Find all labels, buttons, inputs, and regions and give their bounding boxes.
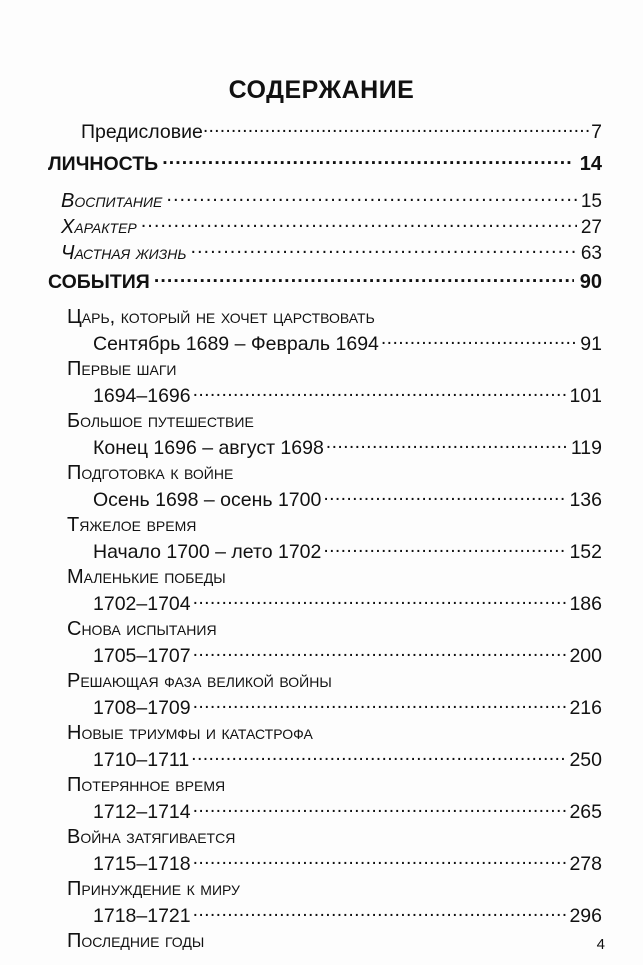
toc-chapter[interactable] (0, 773, 643, 825)
toc-chapter-dates-row[interactable] (93, 486, 602, 513)
toc-part-personality[interactable] (48, 150, 602, 183)
toc-chapter-dates: 1702–1704 (93, 592, 191, 615)
toc-chapter-dates-row[interactable] (93, 798, 602, 825)
dot-leader (193, 642, 567, 662)
toc-chapter-page: 265 (569, 800, 602, 823)
toc-part-label: СОБЫТИЯ (48, 270, 150, 293)
dot-leader (323, 486, 566, 506)
toc-chapter-title: Маленькие победы (67, 566, 226, 588)
page-title: СОДЕРЖАНИЕ (228, 76, 415, 104)
toc-chapter-page: 91 (580, 332, 602, 355)
toc-section-label: Частная жизнь (61, 242, 187, 264)
toc-chapter-list (0, 305, 643, 954)
toc-section-label: Характер (61, 216, 137, 238)
toc-chapter-page: 278 (569, 852, 602, 875)
toc-chapter[interactable] (0, 305, 643, 357)
toc-entry-preface[interactable] (81, 118, 602, 147)
toc-chapter[interactable] (0, 669, 643, 721)
dot-leader (203, 118, 590, 138)
toc-chapter-dates: Начало 1700 – лето 1702 (93, 540, 322, 563)
toc-section-vospitanie[interactable] (61, 187, 602, 213)
toc-chapter-title: Большое путешествие (67, 410, 254, 432)
toc-chapter[interactable] (0, 461, 643, 513)
toc-chapter-title: Снова испытания (67, 618, 217, 640)
toc-chapter-dates-row[interactable] (93, 382, 602, 409)
toc-chapter-page: 136 (569, 488, 602, 511)
toc-section-page: 15 (580, 191, 602, 212)
toc-chapter-page: 152 (569, 540, 602, 563)
toc-chapter-dates: 1718–1721 (93, 904, 191, 927)
toc-chapter-page: 250 (569, 748, 602, 771)
dot-leader (193, 590, 567, 610)
toc-chapter-title: Война затягивается (67, 826, 236, 848)
toc-chapter-dates-row[interactable] (93, 746, 602, 773)
dot-leader (193, 382, 567, 402)
dot-leader (193, 798, 567, 818)
toc-section-page: 27 (580, 217, 602, 238)
toc-section-harakter[interactable] (61, 213, 602, 239)
toc-chapter-dates: 1694–1696 (93, 384, 191, 407)
toc-part-events[interactable] (48, 268, 602, 301)
toc-chapter-dates-row[interactable] (93, 902, 602, 929)
toc-chapter[interactable] (0, 825, 643, 877)
toc-chapter-page: 101 (569, 384, 602, 407)
toc-chapter-dates: 1710–1711 (93, 748, 190, 771)
dot-leader (154, 268, 574, 288)
toc-chapter-dates: 1712–1714 (93, 800, 191, 823)
toc-chapter-page: 200 (569, 644, 602, 667)
dot-leader (323, 538, 566, 558)
toc-list (0, 118, 643, 954)
toc-chapter-title: Потерянное время (67, 774, 226, 796)
toc-chapter-title: Царь, который не хочет царствовать (67, 306, 375, 328)
dot-leader (166, 187, 576, 207)
toc-chapter-dates-row[interactable] (93, 434, 602, 461)
toc-chapter[interactable] (0, 617, 643, 669)
toc-chapter-title: Первые шаги (67, 358, 177, 380)
toc-entry-label: Предисловие (81, 120, 203, 143)
toc-part-page: 90 (579, 270, 602, 293)
dot-leader (193, 902, 567, 922)
toc-chapter-dates-row[interactable] (93, 694, 602, 721)
toc-chapter-dates-row[interactable] (93, 850, 602, 877)
toc-chapter-title: Решающая фаза великой войны (67, 670, 332, 692)
toc-chapter-dates-row[interactable] (93, 642, 602, 669)
toc-chapter-dates: Сентябрь 1689 – Февраль 1694 (93, 332, 379, 355)
toc-chapter-title: Тяжелое время (67, 514, 197, 536)
toc-chapter-dates-row[interactable] (93, 590, 602, 617)
dot-leader (326, 434, 568, 454)
toc-chapter-page: 119 (570, 436, 602, 459)
dot-leader (191, 746, 566, 766)
toc-chapter-dates-row[interactable] (93, 330, 602, 357)
dot-leader (381, 330, 577, 350)
toc-section-chastnaya-zhizn[interactable] (61, 239, 602, 265)
toc-part-label: ЛИЧНОСТЬ (48, 152, 159, 175)
toc-chapter-dates-row[interactable] (93, 538, 602, 565)
dot-leader (162, 150, 574, 170)
toc-section-page: 63 (580, 243, 602, 264)
toc-chapter[interactable] (0, 513, 643, 565)
dot-leader (141, 213, 577, 233)
toc-entry-page: 7 (591, 120, 602, 143)
toc-chapter[interactable] (0, 721, 643, 773)
toc-chapter[interactable] (0, 409, 643, 461)
toc-chapter-dates: 1705–1707 (93, 644, 191, 667)
toc-chapter-dates: 1715–1718 (93, 852, 191, 875)
toc-chapter-page: 186 (569, 592, 602, 615)
dot-leader (193, 850, 567, 870)
dot-leader (190, 239, 576, 259)
toc-chapter[interactable] (0, 565, 643, 617)
toc-chapter-dates: Осень 1698 – осень 1700 (93, 488, 322, 511)
toc-chapter-title: Последние годы (67, 930, 205, 952)
toc-chapter[interactable] (0, 929, 643, 954)
toc-chapter-dates: 1708–1709 (93, 696, 191, 719)
toc-chapter-title: Подготовка к войне (67, 462, 234, 484)
toc-section-label: Воспитание (61, 190, 163, 212)
toc-chapter-title: Новые триумфы и катастрофа (67, 722, 313, 744)
toc-chapter[interactable] (0, 357, 643, 409)
toc-chapter-title: Принуждение к миру (67, 878, 240, 900)
toc-part-page: 14 (579, 152, 602, 175)
toc-chapter-page: 216 (569, 696, 602, 719)
toc-chapter-page: 296 (569, 904, 602, 927)
toc-chapter[interactable] (0, 877, 643, 929)
toc-chapter-dates: Конец 1696 – август 1698 (93, 436, 324, 459)
page-folio: 4 (596, 936, 605, 953)
dot-leader (193, 694, 567, 714)
